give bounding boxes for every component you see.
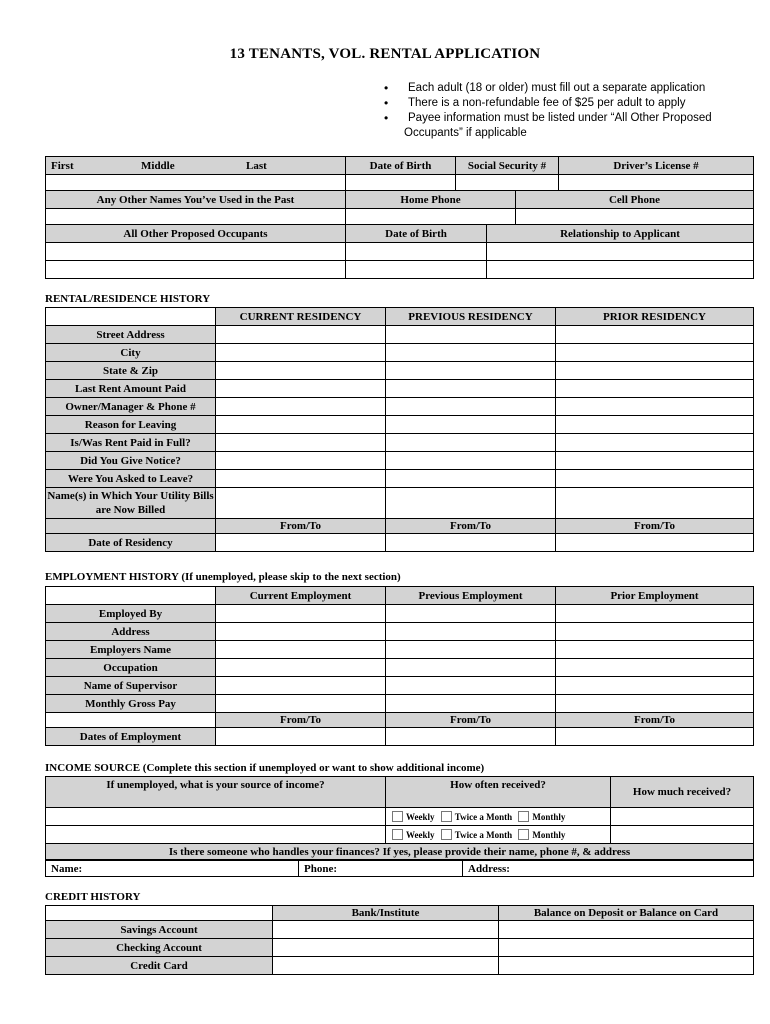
credit-cell[interactable]: [499, 939, 754, 957]
rental-cell[interactable]: [386, 344, 556, 362]
rental-table: [45, 307, 754, 552]
rental-row-label: City: [46, 344, 216, 362]
rental-cell[interactable]: [556, 326, 754, 344]
twice-a-month-label: Twice a Month: [454, 811, 513, 822]
weekly-label: Weekly: [406, 829, 435, 840]
employment-cell[interactable]: [216, 677, 386, 695]
income-table: [45, 776, 754, 860]
employment-row-label: Occupation: [46, 659, 216, 677]
employment-cell[interactable]: [386, 659, 556, 677]
income-source-field[interactable]: [46, 808, 386, 826]
from-to-label: From/To: [556, 519, 754, 534]
employment-cell[interactable]: [216, 695, 386, 713]
employment-row-label: Employed By: [46, 605, 216, 623]
instruction-item-continued: Occupants” if applicable: [404, 127, 527, 139]
occupant-dob-field[interactable]: [346, 261, 487, 279]
handler-name-field[interactable]: [46, 861, 299, 877]
rental-cell[interactable]: [216, 488, 386, 519]
occupants-table: [45, 224, 754, 279]
employment-cell[interactable]: [386, 695, 556, 713]
how-much-header: How much received?: [611, 777, 754, 808]
monthly-label: Monthly: [532, 811, 566, 822]
handler-address-field[interactable]: [463, 861, 754, 877]
employment-cell[interactable]: [556, 659, 754, 677]
from-to-label: From/To: [216, 713, 386, 728]
from-to-label: From/To: [386, 519, 556, 534]
rental-cell[interactable]: [386, 362, 556, 380]
rental-row-label: Street Address: [46, 326, 216, 344]
credit-row-label: Checking Account: [46, 939, 273, 957]
handler-phone-label: Phone:: [304, 862, 337, 875]
from-to-label: From/To: [216, 519, 386, 534]
employment-row-label: Employers Name: [46, 641, 216, 659]
credit-corner: [46, 906, 273, 921]
rental-row-label: Did You Give Notice?: [46, 452, 216, 470]
employment-corner: [46, 587, 216, 605]
credit-cell[interactable]: [499, 921, 754, 939]
middle-label: Middle: [141, 159, 175, 172]
from-to-label: From/To: [386, 713, 556, 728]
credit-cell[interactable]: [499, 957, 754, 975]
credit-row-label: Credit Card: [46, 957, 273, 975]
rental-cell[interactable]: [556, 416, 754, 434]
employment-cell[interactable]: [216, 623, 386, 641]
rental-corner: [46, 308, 216, 326]
rental-cell[interactable]: [556, 534, 754, 552]
monthly-label: Monthly: [532, 829, 566, 840]
previous-employment-header: Previous Employment: [386, 587, 556, 605]
relationship-field[interactable]: [487, 261, 754, 279]
occupant-field[interactable]: [46, 243, 346, 261]
first-label: First: [51, 159, 74, 172]
credit-cell[interactable]: [273, 921, 499, 939]
frequency-options: [386, 808, 611, 826]
balance-header: Balance on Deposit or Balance on Card: [499, 906, 754, 921]
weekly-checkbox[interactable]: [392, 811, 403, 822]
rental-row-label: Were You Asked to Leave?: [46, 470, 216, 488]
ssn-header: Social Security #: [456, 157, 559, 175]
credit-table: [45, 905, 754, 975]
income-source-field[interactable]: [46, 826, 386, 844]
rental-cell[interactable]: [216, 398, 386, 416]
frequency-options: [386, 826, 611, 844]
rental-cell[interactable]: [216, 470, 386, 488]
twice-a-month-checkbox[interactable]: [441, 811, 452, 822]
employment-row-label: Monthly Gross Pay: [46, 695, 216, 713]
from-to-spacer: [46, 519, 216, 534]
rental-row-label: Is/Was Rent Paid in Full?: [46, 434, 216, 452]
rental-cell[interactable]: [386, 470, 556, 488]
occupants-header: All Other Proposed Occupants: [46, 225, 346, 243]
previous-residency-header: PREVIOUS RESIDENCY: [386, 308, 556, 326]
utility-bills-label: Name(s) in Which Your Utility Bills are Now Billed: [46, 488, 216, 519]
rental-cell[interactable]: [386, 326, 556, 344]
from-to-label: From/To: [556, 713, 754, 728]
rental-cell[interactable]: [216, 362, 386, 380]
other-names-header: Any Other Names You’ve Used in the Past: [46, 191, 346, 209]
rental-cell[interactable]: [216, 434, 386, 452]
prior-employment-header: Prior Employment: [556, 587, 754, 605]
applicant-table: [45, 156, 754, 193]
employment-cell[interactable]: [556, 641, 754, 659]
rental-cell[interactable]: [556, 470, 754, 488]
income-source-header: If unemployed, what is your source of income?: [46, 777, 386, 808]
rental-cell[interactable]: [556, 452, 754, 470]
handler-address-label: Address:: [468, 862, 510, 875]
instruction-item: • Each adult (18 or older) must fill out a separate application: [384, 81, 712, 96]
rental-cell[interactable]: [556, 380, 754, 398]
rental-cell[interactable]: [386, 380, 556, 398]
last-label: Last: [246, 159, 267, 172]
employment-cell[interactable]: [386, 623, 556, 641]
occupant-field[interactable]: [46, 261, 346, 279]
employment-cell[interactable]: [216, 641, 386, 659]
employment-row-label: Name of Supervisor: [46, 677, 216, 695]
employment-cell[interactable]: [216, 605, 386, 623]
relationship-header: Relationship to Applicant: [487, 225, 754, 243]
rental-cell[interactable]: [556, 398, 754, 416]
occupant-dob-field[interactable]: [346, 243, 487, 261]
employment-table: [45, 586, 754, 746]
rental-cell[interactable]: [386, 534, 556, 552]
rental-cell[interactable]: [386, 416, 556, 434]
rental-cell[interactable]: [386, 398, 556, 416]
home-phone-header: Home Phone: [346, 191, 516, 209]
finance-handler-question: Is there someone who handles your finances? If yes, please provide their name, phone #, & address: [46, 844, 754, 860]
employment-cell[interactable]: [386, 728, 556, 746]
current-employment-header: Current Employment: [216, 587, 386, 605]
occupant-dob-header: Date of Birth: [346, 225, 487, 243]
weekly-checkbox[interactable]: [392, 829, 403, 840]
rental-row-label: State & Zip: [46, 362, 216, 380]
instruction-item: • There is a non-refundable fee of $25 per adult to apply: [384, 96, 712, 111]
name-header: [46, 157, 346, 175]
page-title: 13 TENANTS, VOL. RENTAL APPLICATION: [229, 46, 541, 62]
instruction-item: • Payee information must be listed under “All Other Proposed: [384, 111, 712, 126]
license-header: Driver’s License #: [559, 157, 754, 175]
rental-cell[interactable]: [216, 380, 386, 398]
bank-header: Bank/Institute: [273, 906, 499, 921]
rental-cell[interactable]: [216, 534, 386, 552]
handler-phone-field[interactable]: [299, 861, 463, 877]
credit-heading: CREDIT HISTORY: [45, 891, 141, 903]
twice-a-month-label: Twice a Month: [454, 829, 513, 840]
from-to-spacer: [46, 713, 216, 728]
monthly-checkbox[interactable]: [518, 811, 529, 822]
prior-residency-header: PRIOR RESIDENCY: [556, 308, 754, 326]
dob-header: Date of Birth: [346, 157, 456, 175]
rental-cell[interactable]: [216, 344, 386, 362]
finance-handler-table: [45, 860, 754, 877]
rental-cell[interactable]: [386, 488, 556, 519]
rental-cell[interactable]: [556, 362, 754, 380]
dates-of-employment-label: Dates of Employment: [46, 728, 216, 746]
monthly-checkbox[interactable]: [518, 829, 529, 840]
rental-cell[interactable]: [386, 452, 556, 470]
employment-cell[interactable]: [216, 728, 386, 746]
rental-cell[interactable]: [386, 434, 556, 452]
instructions-list: [384, 81, 712, 141]
employment-heading: EMPLOYMENT HISTORY (If unemployed, please skip to the next section): [45, 571, 401, 583]
twice-a-month-checkbox[interactable]: [441, 829, 452, 840]
employment-cell[interactable]: [386, 641, 556, 659]
credit-cell[interactable]: [273, 957, 499, 975]
weekly-label: Weekly: [406, 811, 435, 822]
rental-cell[interactable]: [216, 416, 386, 434]
employment-cell[interactable]: [556, 695, 754, 713]
income-heading: INCOME SOURCE (Complete this section if unemployed or want to show additional income): [45, 762, 485, 774]
rental-row-label: Last Rent Amount Paid: [46, 380, 216, 398]
handler-name-label: Name:: [51, 862, 83, 875]
employment-cell[interactable]: [386, 605, 556, 623]
rental-cell[interactable]: [556, 344, 754, 362]
cell-phone-header: Cell Phone: [516, 191, 754, 209]
employment-cell[interactable]: [556, 605, 754, 623]
rental-cell[interactable]: [216, 452, 386, 470]
employment-cell[interactable]: [556, 677, 754, 695]
how-much-field[interactable]: [611, 808, 754, 826]
rental-row-label: Reason for Leaving: [46, 416, 216, 434]
employment-cell[interactable]: [556, 623, 754, 641]
date-of-residency-label: Date of Residency: [46, 534, 216, 552]
rental-cell[interactable]: [216, 326, 386, 344]
credit-row-label: Savings Account: [46, 921, 273, 939]
credit-cell[interactable]: [273, 939, 499, 957]
rental-row-label: Owner/Manager & Phone #: [46, 398, 216, 416]
rental-cell[interactable]: [556, 434, 754, 452]
relationship-field[interactable]: [487, 243, 754, 261]
current-residency-header: CURRENT RESIDENCY: [216, 308, 386, 326]
rental-cell[interactable]: [556, 488, 754, 519]
employment-cell[interactable]: [556, 728, 754, 746]
how-much-field[interactable]: [611, 826, 754, 844]
rental-heading: RENTAL/RESIDENCE HISTORY: [45, 293, 211, 305]
employment-row-label: Address: [46, 623, 216, 641]
how-often-header: How often received?: [386, 777, 611, 808]
contact-table: [45, 190, 754, 227]
employment-cell[interactable]: [216, 659, 386, 677]
employment-cell[interactable]: [386, 677, 556, 695]
